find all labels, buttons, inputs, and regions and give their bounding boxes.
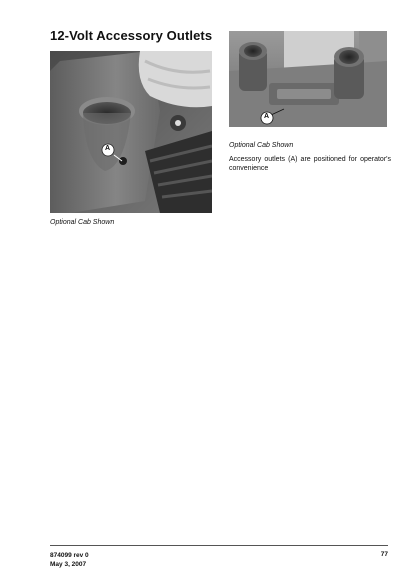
page-title: 12-Volt Accessory Outlets <box>50 28 213 43</box>
footer-doc-info <box>50 551 89 569</box>
footer-divider <box>50 545 388 546</box>
dashboard-outlets-photo <box>229 31 387 127</box>
footer-date: May 3, 2007 <box>50 561 87 568</box>
body-paragraph: Accessory outlets (A) are positioned for operator's convenience <box>229 156 391 172</box>
dashboard-illustration <box>229 31 387 127</box>
left-figure-caption: Optional Cab Shown <box>50 219 115 226</box>
left-callout <box>50 51 212 213</box>
right-figure-caption: Optional Cab Shown <box>229 142 294 149</box>
left-callout-label: A <box>105 145 111 152</box>
footer-doc-number: 874099 rev 0 <box>50 552 89 559</box>
footer-page-number: 77 <box>380 551 388 558</box>
right-callout-label: A <box>264 113 270 120</box>
cab-interior-photo <box>50 51 212 213</box>
